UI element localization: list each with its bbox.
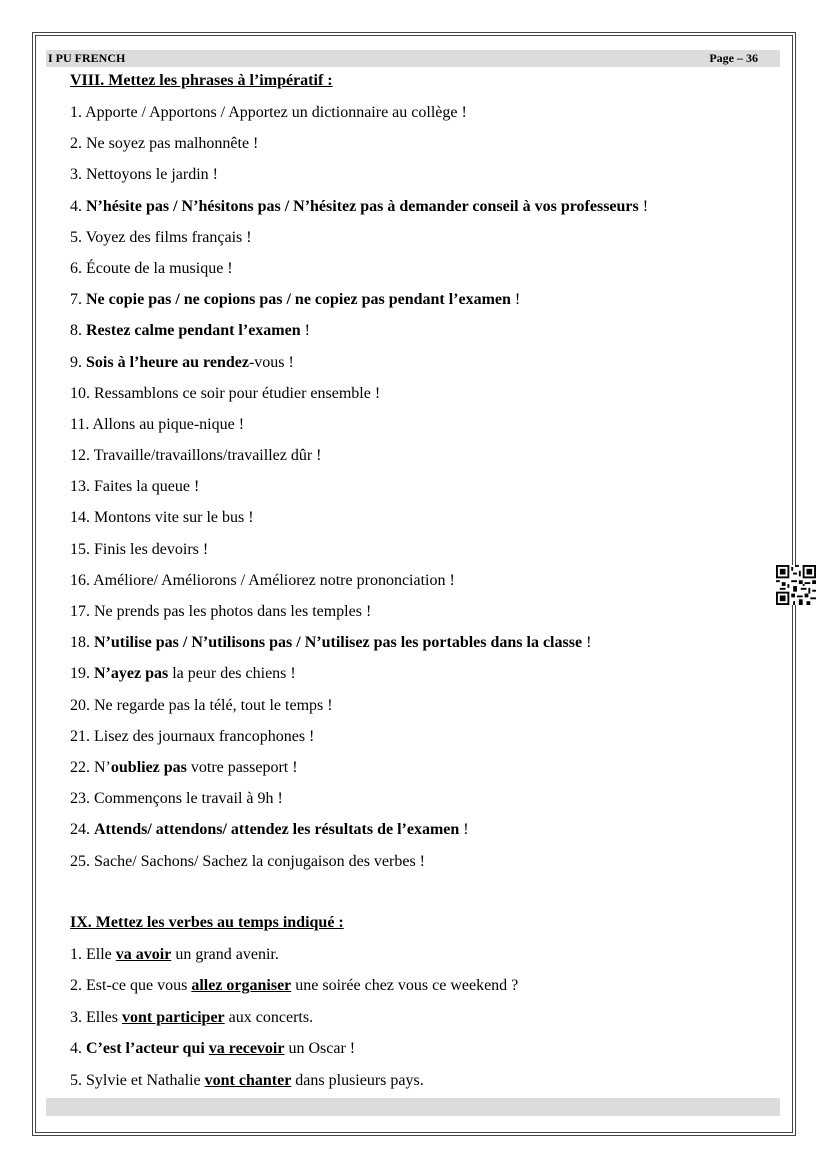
sentence-text: ! <box>510 291 521 309</box>
answer-text: Ne copie pas / ne copions pas / ne copiez pas pendant l’examen <box>86 291 511 309</box>
list-item <box>70 197 648 228</box>
answer-text: vont participer <box>122 1008 225 1026</box>
list-item <box>70 633 648 664</box>
sentence-text: 21. Lisez des journaux francophones ! <box>70 727 315 745</box>
sentence-text: un Oscar ! <box>284 1040 356 1058</box>
list-item <box>70 103 648 134</box>
list-item <box>70 540 648 571</box>
answer-text: va avoir <box>115 946 172 963</box>
list-item <box>70 789 648 820</box>
list-item <box>70 134 648 165</box>
sentence-text: 25. Sache/ Sachons/ Sachez la conjugaison des verbes ! <box>70 852 426 870</box>
list-item <box>70 696 648 727</box>
list-item <box>70 477 648 508</box>
sentence-text: 8. <box>70 322 86 340</box>
sentence-text: 11. Allons au pique-nique ! <box>70 415 245 433</box>
list-item <box>70 602 648 633</box>
sentence-text: 9. <box>70 353 86 371</box>
sentence-text: 1. Apporte / Apportons / Apportez un dictionnaire au collège ! <box>70 104 467 121</box>
sentence-text: 10. Ressamblons ce soir pour étudier ensemble ! <box>70 384 381 402</box>
sentence-text: 6. Écoute de la musique ! <box>70 259 233 277</box>
answer-text: Sois à l’heure au rendez <box>86 353 249 371</box>
sentence-text: un grand avenir. <box>171 946 279 963</box>
sentence-text: 3. Elles <box>70 1008 122 1026</box>
list-item <box>70 852 648 883</box>
answer-text: N’utilise pas / N’utilisons pas / N’utilisez pas les portables dans la classe <box>94 634 583 652</box>
answer-text: C’est l’acteur qui <box>86 1040 209 1058</box>
sentence-text: 22. N’ <box>70 758 111 776</box>
list-item <box>70 945 518 976</box>
list-item <box>70 976 518 1007</box>
list-item <box>70 415 648 446</box>
list-item <box>70 664 648 695</box>
page-footer-bar <box>46 1098 780 1116</box>
answer-text: Restez calme pendant l’examen <box>86 322 301 340</box>
answer-text: allez organiser <box>191 977 292 995</box>
sentence-text: ! <box>582 634 592 652</box>
list-item <box>70 165 648 196</box>
answer-text: Attends/ attendons/ attendez les résultats de l’examen <box>94 821 460 839</box>
sentence-text: 24. <box>70 821 94 839</box>
sentence-text: 5. Voyez des films français ! <box>70 228 252 246</box>
sentence-text: votre passeport ! <box>186 758 298 776</box>
answer-text: vont chanter <box>204 1071 292 1089</box>
sentence-text: 14. Montons vite sur le bus ! <box>70 509 254 527</box>
qr-code-icon <box>776 565 816 605</box>
sentence-text: dans plusieurs pays. <box>291 1071 424 1089</box>
sentence-text: 20. Ne regarde pas la télé, tout le temps ! <box>70 696 333 714</box>
list-item <box>70 508 648 539</box>
sentence-text: 18. <box>70 634 94 652</box>
section-ix-title: IX. Mettez les verbes au temps indiqué : <box>70 914 344 931</box>
sentence-text: 23. Commençons le travail à 9h ! <box>70 790 283 808</box>
list-item <box>70 290 648 321</box>
answer-text: N’hésite pas / N’hésitons pas / N’hésitez pas à demander conseil à vos professeurs <box>86 197 639 215</box>
sentence-text: -vous ! <box>248 353 294 371</box>
list-item <box>70 1039 518 1070</box>
sentence-text: aux concerts. <box>224 1008 314 1026</box>
list-item <box>70 384 648 415</box>
sentence-text: 2. Est-ce que vous <box>70 977 192 995</box>
sentence-text: 1. Elle <box>70 946 116 963</box>
sentence-text: 7. <box>70 291 86 309</box>
sentence-text: 4. <box>70 1040 86 1058</box>
sentence-text: une soirée chez vous ce weekend ? <box>291 977 519 995</box>
sentence-text: ! <box>638 197 649 215</box>
list-item <box>70 727 648 758</box>
sentence-text: 5. Sylvie et Nathalie <box>70 1071 205 1089</box>
sentence-text: 16. Améliore/ Améliorons / Améliorez notre prononciation ! <box>70 571 455 589</box>
sentence-text: 12. Travaille/travaillons/travaillez dûr ! <box>70 447 322 465</box>
sentence-text: ! <box>300 322 310 340</box>
section-viii-title: VIII. Mettez les phrases à l’impératif : <box>70 72 333 89</box>
section-ix-list <box>70 945 518 1102</box>
list-item <box>70 571 648 602</box>
page-header <box>46 50 780 67</box>
answer-text: va recevoir <box>208 1040 285 1058</box>
sentence-text: 2. Ne soyez pas malhonnête ! <box>70 135 259 153</box>
list-item <box>70 228 648 259</box>
list-item <box>70 446 648 477</box>
sentence-text: 19. <box>70 665 94 683</box>
page-number: Page – 36 <box>709 51 758 65</box>
sentence-text: la peur des chiens ! <box>168 665 296 683</box>
sentence-text: 17. Ne prends pas les photos dans les temples ! <box>70 603 372 620</box>
sentence-text: 13. Faites la queue ! <box>70 478 200 496</box>
list-item <box>70 758 648 789</box>
list-item <box>70 259 648 290</box>
section-viii-list <box>70 103 648 883</box>
list-item <box>70 353 648 384</box>
sentence-text: ! <box>459 821 469 839</box>
sentence-text: 4. <box>70 197 86 215</box>
sentence-text: 3. Nettoyons le jardin ! <box>70 166 218 184</box>
sentence-text: 15. Finis les devoirs ! <box>70 540 209 558</box>
course-label: I PU FRENCH <box>48 51 126 65</box>
answer-text: N’ayez pas <box>94 665 169 683</box>
list-item <box>70 820 648 851</box>
list-item <box>70 321 648 352</box>
list-item <box>70 1008 518 1039</box>
answer-text: oubliez pas <box>110 758 187 776</box>
